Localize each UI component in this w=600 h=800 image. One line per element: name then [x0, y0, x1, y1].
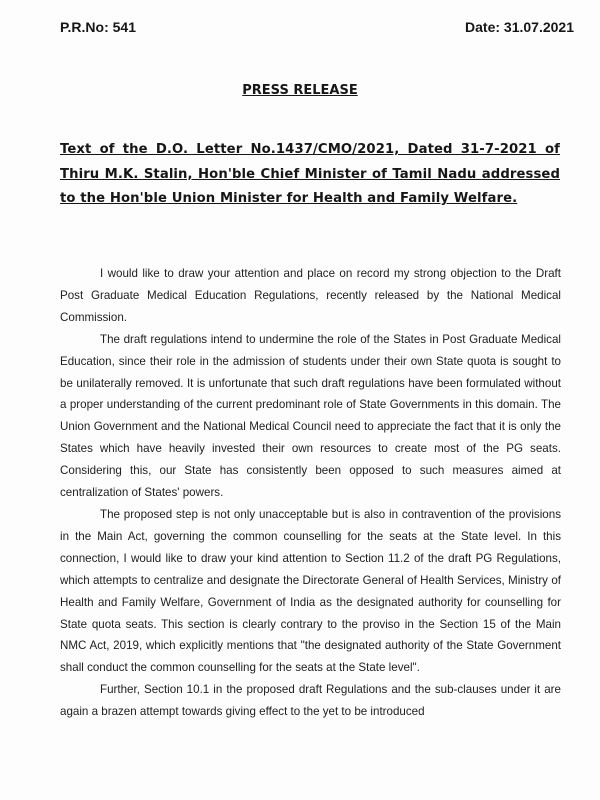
letter-body — [60, 263, 561, 723]
release-date: Date: 31.07.2021 — [465, 19, 574, 35]
letter-subject: Text of the D.O. Letter No.1437/CMO/2021, Dated 31-7-2021 of Thiru M.K. Stalin, Hon'ble Chief Minister of Tamil Nadu addressed to the Hon'ble Union Minister for Health and Family Welfare. — [60, 142, 560, 206]
body-paragraph: Further, Section 10.1 in the proposed draft Regulations and the sub-clauses under it are again a brazen attempt towards giving effect to the yet to be introduced — [60, 683, 561, 719]
body-paragraph: The proposed step is not only unacceptable but is also in contravention of the provisions in the Main Act, governing the common counselling for the seats at the State level. In this connection, I would like to draw your kind attention to Section 11.2 of the draft PG Regulations, which attempts to centralize and designate the Directorate General of Health Services, Ministry of Health and Family Welfare, Government of India as the designated authority for counselling for State quota seats. This section is clearly contrary to the proviso in the Section 15 of the Main NMC Act, 2019, which explicitly mentions that "the designated authority of the State Government shall conduct the common counselling for the seats at the State level". — [60, 507, 561, 675]
press-release-number: P.R.No: 541 — [60, 19, 136, 35]
body-paragraph: The draft regulations intend to undermine the role of the States in Post Graduate Medical Education, since their role in the admission of students under their own State quota is sought to be unilaterally removed. It is unfortunate that such draft regulations have been formulated without a proper understanding of the current predominant role of State Governments in this domain. The Union Government and the National Medical Council need to appreciate the fact that it is only the States which have heavily invested their own resources to create most of the PG seats. Considering this, our State has consistently been opposed to such measures aimed at centralization of States' powers. — [60, 332, 561, 500]
document-title: PRESS RELEASE — [242, 83, 358, 98]
body-paragraph: I would like to draw your attention and place on record my strong objection to the Draft Post Graduate Medical Education Regulations, recently released by the National Medical Commission. — [60, 267, 561, 324]
